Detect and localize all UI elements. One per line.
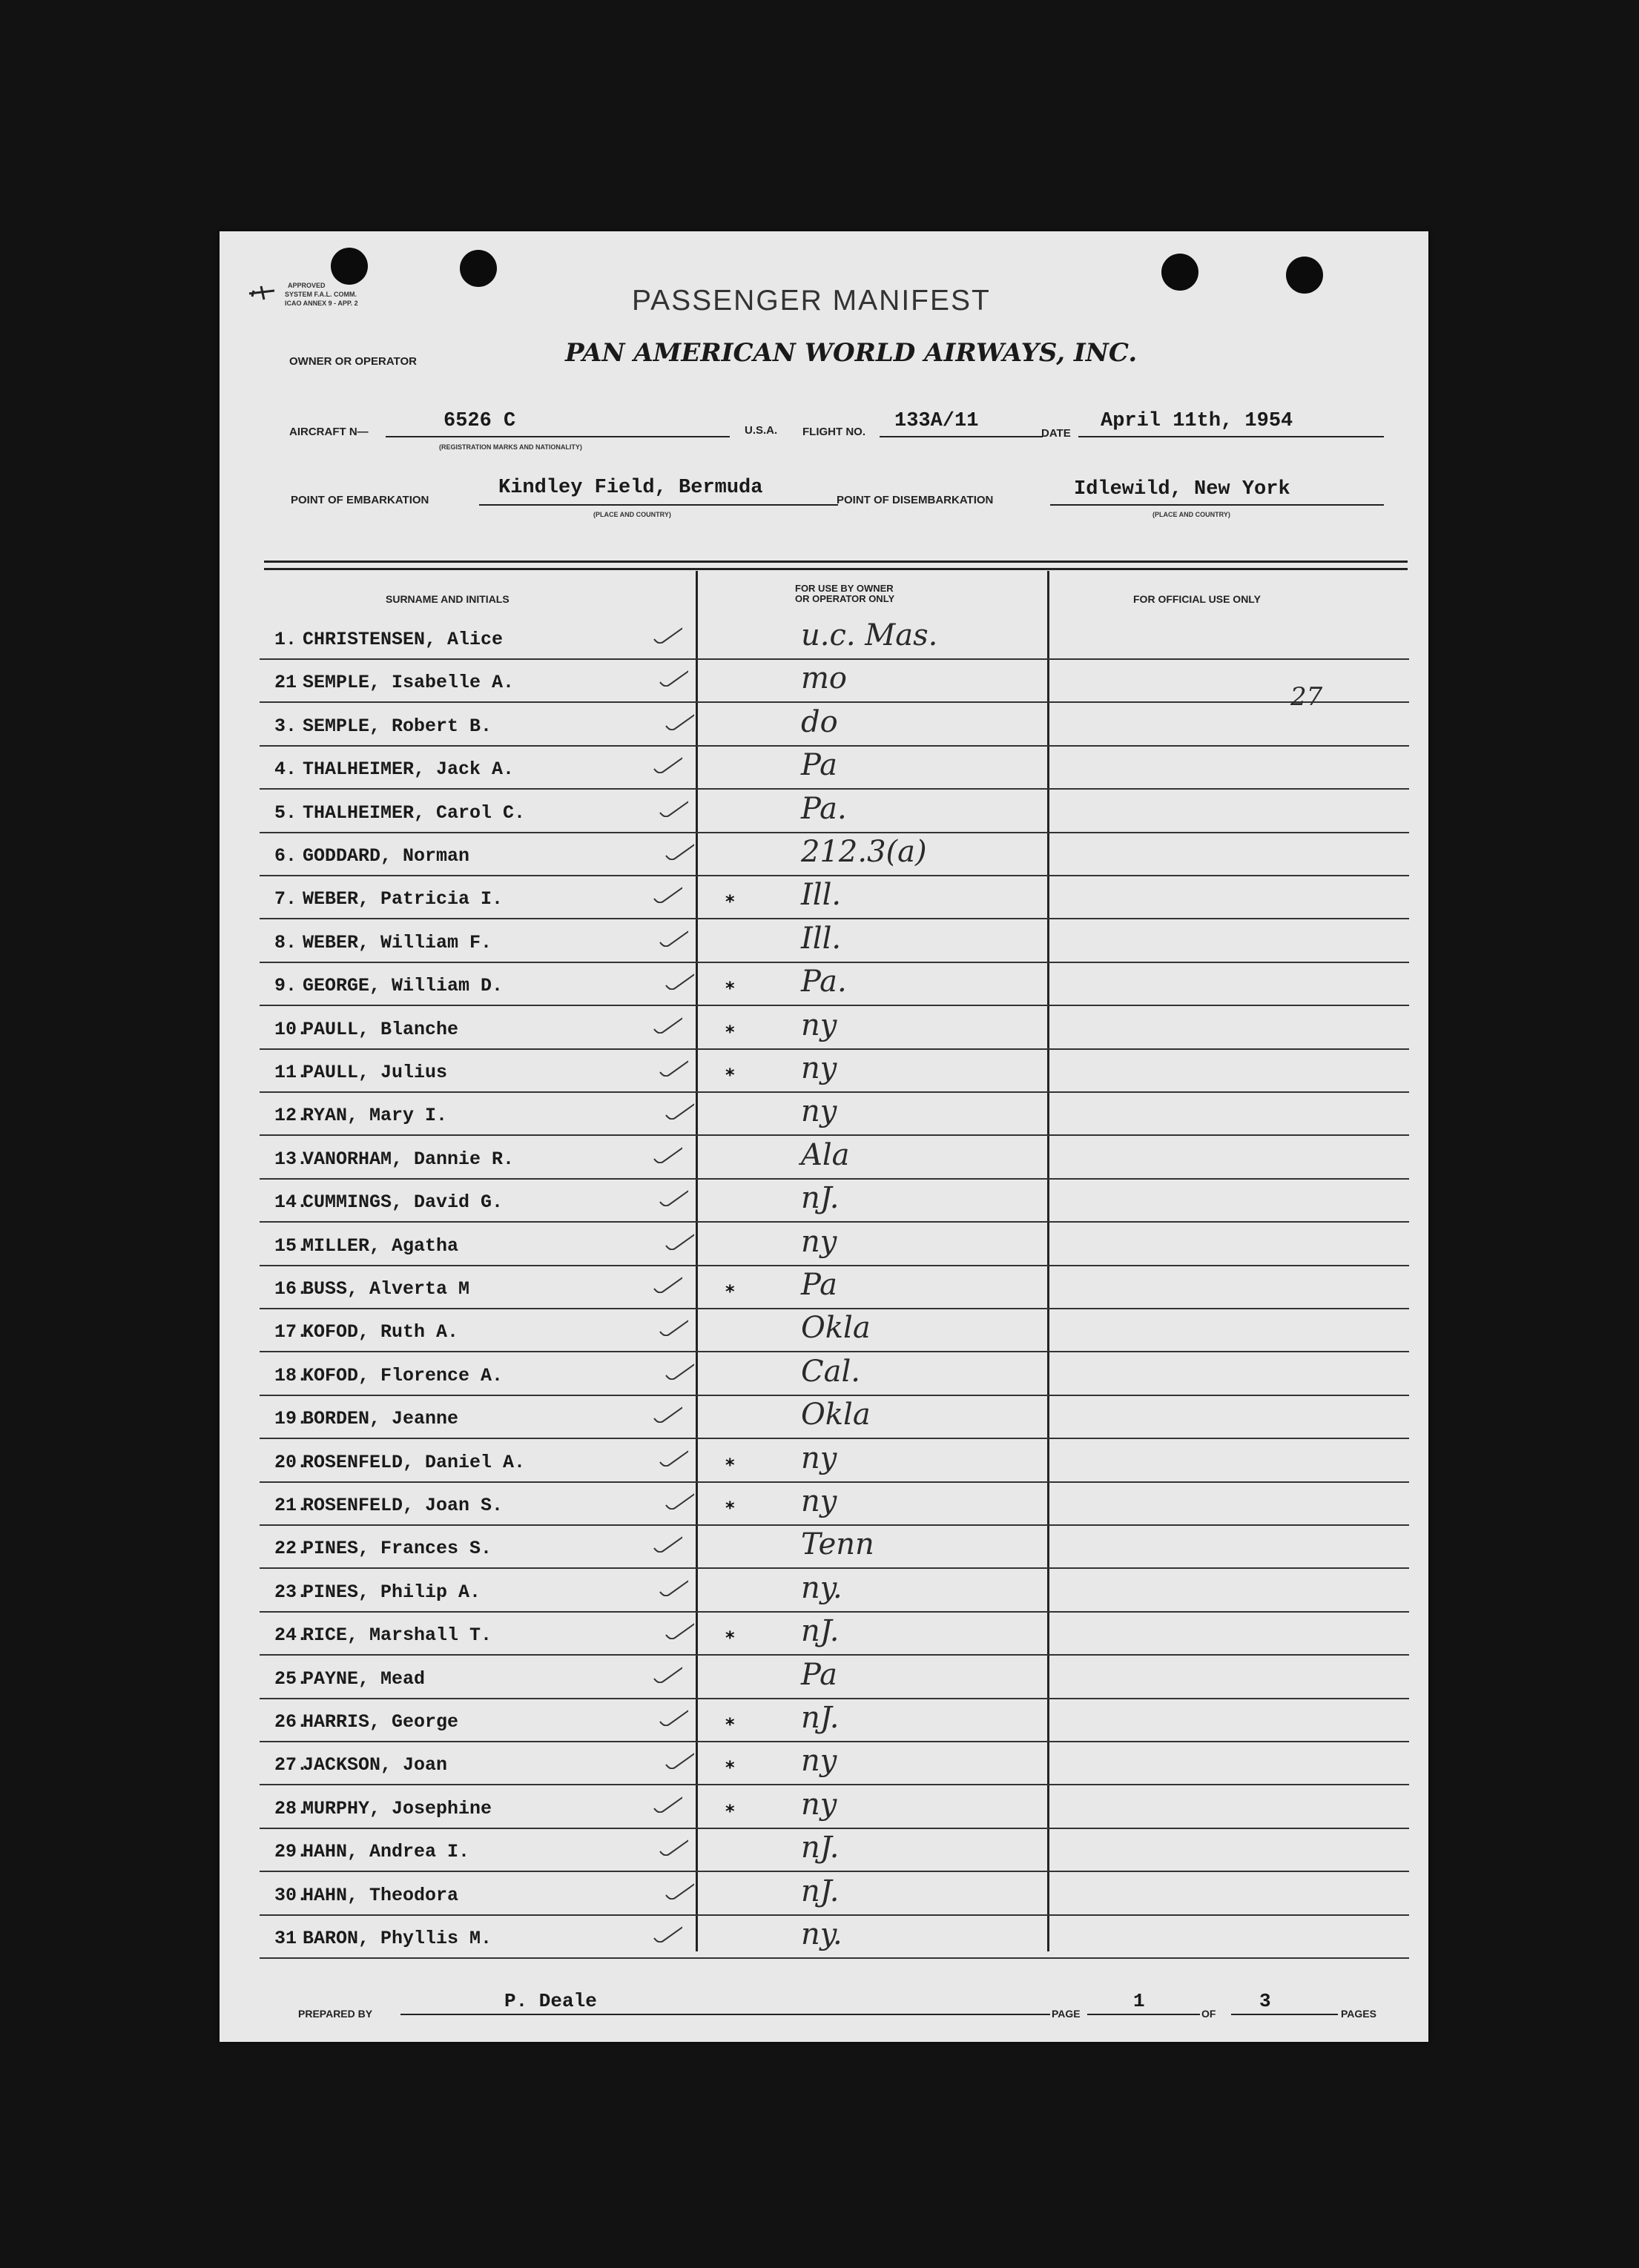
handwritten-state: nJ.: [801, 1701, 840, 1735]
prepared-underline: [400, 2014, 1050, 2015]
aircraft-number: 6526 C: [443, 410, 516, 432]
passenger-number: 7.: [274, 888, 297, 910]
row-rule: [260, 918, 1409, 919]
passenger-number: 14.: [274, 1191, 309, 1213]
handwritten-state: ny: [801, 1744, 837, 1778]
handwritten-state: Ill.: [801, 922, 842, 956]
row-rule: [260, 1308, 1409, 1309]
manifest-title: PASSENGER MANIFEST: [632, 285, 991, 317]
passenger-number: 28.: [274, 1798, 309, 1819]
check-mark-icon: [664, 1232, 694, 1250]
handwritten-state: nJ.: [801, 1874, 840, 1908]
passenger-name: RYAN, Mary I.: [303, 1105, 448, 1126]
handwritten-state: ny: [801, 1484, 837, 1518]
passenger-name: ROSENFELD, Joan S.: [303, 1495, 504, 1516]
owner-column-header-1: FOR USE BY OWNER: [795, 583, 894, 594]
flight-date: April 11th, 1954: [1101, 410, 1293, 432]
passenger-name: SEMPLE, Isabelle A.: [303, 672, 515, 693]
passenger-name: WEBER, Patricia I.: [303, 888, 504, 910]
handwritten-state: Ill.: [801, 878, 842, 912]
passenger-number: 29.: [274, 1841, 309, 1862]
passenger-name: JACKSON, Joan: [303, 1754, 448, 1776]
row-rule: [260, 658, 1409, 660]
asterisk-mark: *: [725, 978, 735, 999]
flight-underline: [880, 436, 1043, 437]
check-mark-icon: [653, 885, 682, 903]
aircraft-underline: [386, 436, 730, 437]
handwritten-state: Pa: [801, 1268, 837, 1302]
passenger-number: 9.: [274, 975, 297, 996]
prepared-by: P. Deale: [504, 1990, 597, 2012]
official-note: 27: [1290, 682, 1323, 712]
check-mark-icon: [659, 1059, 688, 1077]
passenger-number: 25.: [274, 1668, 309, 1690]
column-divider: [696, 571, 698, 1951]
passenger-name: MURPHY, Josephine: [303, 1798, 492, 1819]
handwritten-state: ny: [801, 1094, 837, 1128]
prepared-by-label: PREPARED BY: [298, 2008, 373, 2020]
asterisk-mark: *: [725, 1627, 735, 1648]
passenger-number: 3.: [274, 715, 297, 737]
passenger-number: 6.: [274, 845, 297, 867]
handwritten-state: ny: [801, 1225, 837, 1259]
aircraft-sub-label: (REGISTRATION MARKS AND NATIONALITY): [439, 443, 582, 451]
approval-line-3: ICAO ANNEX 9 - APP. 2: [285, 300, 358, 307]
column-divider: [1047, 571, 1049, 1951]
row-rule: [260, 1395, 1409, 1396]
flight-label: FLIGHT NO.: [802, 426, 865, 438]
asterisk-mark: *: [725, 1498, 735, 1518]
passenger-name: PAULL, Blanche: [303, 1019, 459, 1040]
check-mark-icon: [653, 1925, 682, 1943]
disembarkation-label: POINT OF DISEMBARKATION: [837, 494, 994, 506]
asterisk-mark: *: [725, 1281, 735, 1302]
passenger-name: CHRISTENSEN, Alice: [303, 629, 504, 650]
check-mark-icon: [659, 799, 688, 817]
passenger-name: HAHN, Theodora: [303, 1885, 459, 1906]
check-mark-icon: [664, 1492, 694, 1510]
passenger-name: GODDARD, Norman: [303, 845, 470, 867]
row-rule: [260, 832, 1409, 833]
check-mark-icon: [664, 713, 694, 730]
check-mark-icon: [659, 929, 688, 947]
row-rule: [260, 1914, 1409, 1916]
passenger-name: RICE, Marshall T.: [303, 1624, 492, 1646]
handwritten-state: Pa: [801, 748, 837, 782]
check-mark-icon: [664, 972, 694, 990]
passenger-name: THALHEIMER, Carol C.: [303, 802, 526, 824]
row-rule: [260, 1178, 1409, 1180]
handwritten-state: Pa: [801, 1658, 837, 1692]
check-mark-icon: [653, 1145, 682, 1163]
check-mark-icon: [659, 1578, 688, 1596]
punch-hole: [460, 250, 497, 287]
check-mark-icon: [653, 1535, 682, 1553]
row-rule: [260, 875, 1409, 876]
passenger-name: KOFOD, Florence A.: [303, 1365, 504, 1386]
handwritten-state: nJ.: [801, 1831, 840, 1865]
asterisk-mark: *: [725, 891, 735, 912]
date-underline: [1078, 436, 1384, 437]
passenger-name: HARRIS, George: [303, 1711, 459, 1733]
page-underline: [1087, 2014, 1200, 2015]
asterisk-mark: *: [725, 1022, 735, 1042]
row-rule: [260, 1438, 1409, 1439]
check-mark-icon: [659, 669, 688, 687]
page-number: 1: [1133, 1990, 1145, 2012]
asterisk-mark: *: [725, 1714, 735, 1735]
row-rule: [260, 1654, 1409, 1656]
passenger-name: THALHEIMER, Jack A.: [303, 758, 515, 780]
row-rule: [260, 1351, 1409, 1352]
row-rule: [260, 1005, 1409, 1006]
passenger-number: 21.: [274, 1495, 309, 1516]
handwritten-state: Okla: [801, 1311, 871, 1345]
row-rule: [260, 1611, 1409, 1613]
embarkation-sub-label: (PLACE AND COUNTRY): [593, 511, 671, 518]
row-rule: [260, 1265, 1409, 1266]
asterisk-mark: *: [725, 1757, 735, 1778]
row-rule: [260, 788, 1409, 790]
asterisk-mark: *: [725, 1801, 735, 1822]
punch-hole: [1161, 254, 1198, 291]
check-mark-icon: [664, 1882, 694, 1900]
handwritten-state: Cal.: [801, 1355, 860, 1389]
passenger-name: MILLER, Agatha: [303, 1235, 459, 1257]
passenger-number: 27.: [274, 1754, 309, 1776]
passenger-name: CUMMINGS, David G.: [303, 1191, 504, 1213]
embarkation-point: Kindley Field, Bermuda: [498, 477, 763, 499]
passenger-name: PINES, Frances S.: [303, 1538, 492, 1559]
disembarkation-sub-label: (PLACE AND COUNTRY): [1152, 511, 1230, 518]
asterisk-mark: *: [725, 1065, 735, 1085]
embarkation-underline: [479, 504, 838, 506]
row-rule: [260, 1134, 1409, 1136]
handwritten-state: ny.: [801, 1917, 842, 1951]
row-rule: [260, 1784, 1409, 1785]
row-rule: [260, 1091, 1409, 1093]
row-rule: [260, 1481, 1409, 1483]
handwritten-state: ny: [801, 1788, 837, 1822]
row-rule: [260, 1524, 1409, 1526]
passenger-number: 12.: [274, 1105, 309, 1126]
passenger-number: 13.: [274, 1148, 309, 1170]
disembarkation-underline: [1050, 504, 1384, 506]
check-mark-icon: [659, 1708, 688, 1726]
row-rule: [260, 745, 1409, 747]
row-rule: [260, 1741, 1409, 1742]
passenger-number: 8.: [274, 932, 297, 953]
check-mark-icon: [653, 1405, 682, 1423]
passenger-number: 5.: [274, 802, 297, 824]
check-mark-icon: [659, 1449, 688, 1467]
row-rule: [260, 1698, 1409, 1699]
pages-underline: [1231, 2014, 1338, 2015]
approval-line-2: SYSTEM F.A.L. COMM.: [285, 291, 357, 298]
check-mark-icon: [664, 842, 694, 860]
check-mark-icon: [664, 1751, 694, 1769]
passenger-number: 26.: [274, 1711, 309, 1733]
passenger-name: WEBER, William F.: [303, 932, 492, 953]
passenger-name: BUSS, Alverta M: [303, 1278, 470, 1300]
check-mark-icon: [653, 1016, 682, 1034]
row-rule: [260, 962, 1409, 963]
passenger-number: 11.: [274, 1062, 309, 1083]
handwritten-state: Pa.: [801, 965, 847, 999]
passenger-name: VANORHAM, Dannie R.: [303, 1148, 515, 1170]
passenger-number: 22.: [274, 1538, 309, 1559]
passenger-name: PINES, Philip A.: [303, 1581, 481, 1603]
table-top-rule: [264, 568, 1408, 570]
passenger-number: 18.: [274, 1365, 309, 1386]
handwritten-state: u.c. Mas.: [801, 618, 938, 652]
handwritten-state: Okla: [801, 1398, 871, 1432]
handwritten-state: ny.: [801, 1571, 842, 1605]
passenger-name: KOFOD, Ruth A.: [303, 1321, 459, 1343]
table-top-rule: [264, 561, 1408, 563]
asterisk-mark: *: [725, 1455, 735, 1475]
passenger-number: 31: [274, 1928, 297, 1949]
official-column-header: FOR OFFICIAL USE ONLY: [1133, 593, 1261, 605]
owner-column-header-2: OR OPERATOR ONLY: [795, 593, 895, 604]
passenger-number: 15.: [274, 1235, 309, 1257]
check-mark-icon: [659, 1188, 688, 1206]
punch-hole: [1286, 257, 1323, 294]
passenger-name: PAYNE, Mead: [303, 1668, 426, 1690]
passenger-number: 10.: [274, 1019, 309, 1040]
passenger-number: 21: [274, 672, 297, 693]
date-label: DATE: [1041, 427, 1071, 440]
check-mark-icon: [664, 1102, 694, 1120]
check-mark-icon: [653, 1275, 682, 1293]
handwritten-state: ny: [801, 1441, 837, 1475]
flight-number: 133A/11: [894, 410, 979, 432]
handwritten-state: nJ.: [801, 1181, 840, 1215]
passenger-number: 19.: [274, 1408, 309, 1429]
passenger-number: 24.: [274, 1624, 309, 1646]
row-rule: [260, 1828, 1409, 1829]
aircraft-label: AIRCRAFT N—: [289, 426, 369, 438]
total-pages: 3: [1259, 1990, 1271, 2012]
handwritten-state: mo: [801, 661, 848, 695]
passenger-number: 23.: [274, 1581, 309, 1603]
punch-hole: [331, 248, 368, 285]
handwritten-state: nJ.: [801, 1614, 840, 1648]
passenger-name: BARON, Phyllis M.: [303, 1928, 492, 1949]
row-rule: [260, 1871, 1409, 1872]
passenger-name: HAHN, Andrea I.: [303, 1841, 470, 1862]
check-mark-icon: [659, 1318, 688, 1336]
handwritten-state: do: [801, 705, 838, 739]
passenger-number: 30.: [274, 1885, 309, 1906]
airplane-icon: [248, 283, 277, 305]
passenger-number: 20.: [274, 1452, 309, 1473]
passenger-name: GEORGE, William D.: [303, 975, 504, 996]
passenger-number: 17.: [274, 1321, 309, 1343]
operator-name: PAN AMERICAN WORLD AIRWAYS, INC.: [565, 338, 1138, 368]
check-mark-icon: [664, 1621, 694, 1639]
passenger-name: PAULL, Julius: [303, 1062, 448, 1083]
pages-label: PAGES: [1341, 2008, 1376, 2020]
of-label: OF: [1201, 2008, 1216, 2020]
handwritten-state: Ala: [801, 1138, 850, 1172]
surname-column-header: SURNAME AND INITIALS: [386, 593, 509, 605]
handwritten-state: ny: [801, 1051, 837, 1085]
check-mark-icon: [653, 626, 682, 644]
passenger-number: 16.: [274, 1278, 309, 1300]
approval-line-1: APPROVED: [288, 282, 326, 289]
row-rule: [260, 1048, 1409, 1050]
page-label: PAGE: [1052, 2008, 1081, 2020]
passenger-number: 1.: [274, 629, 297, 650]
handwritten-state: ny: [801, 1008, 837, 1042]
row-rule: [260, 1567, 1409, 1569]
check-mark-icon: [653, 1665, 682, 1683]
handwritten-state: 212.3(a): [801, 835, 927, 869]
check-mark-icon: [653, 756, 682, 773]
check-mark-icon: [664, 1362, 694, 1380]
handwritten-state: Pa.: [801, 792, 847, 826]
disembarkation-point: Idlewild, New York: [1074, 478, 1290, 500]
row-rule: [260, 1957, 1409, 1959]
handwritten-state: Tenn: [801, 1527, 874, 1561]
embarkation-label: POINT OF EMBARKATION: [291, 494, 429, 506]
owner-label: OWNER OR OPERATOR: [289, 355, 417, 368]
passenger-name: BORDEN, Jeanne: [303, 1408, 459, 1429]
passenger-number: 4.: [274, 758, 297, 780]
row-rule: [260, 1221, 1409, 1223]
passenger-name: ROSENFELD, Daniel A.: [303, 1452, 526, 1473]
usa-label: U.S.A.: [745, 424, 778, 437]
row-rule: [260, 701, 1409, 703]
passenger-name: SEMPLE, Robert B.: [303, 715, 492, 737]
check-mark-icon: [653, 1795, 682, 1813]
check-mark-icon: [659, 1838, 688, 1856]
